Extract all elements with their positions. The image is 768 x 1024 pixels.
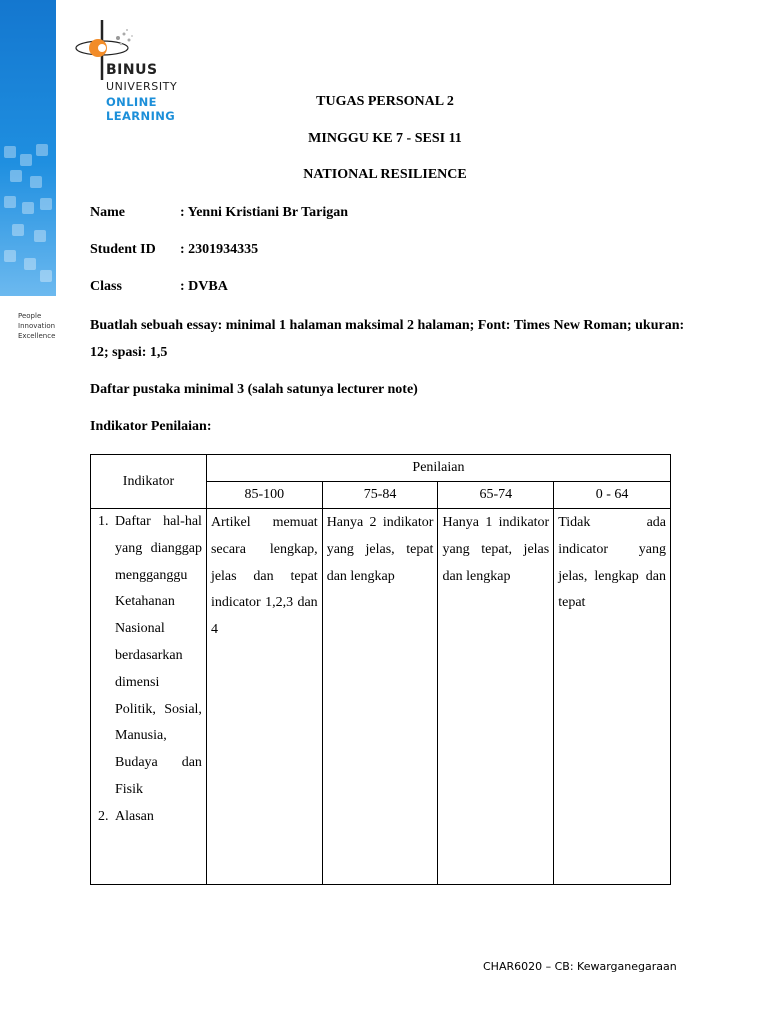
course-footer: CHAR6020 – CB: Kewarganegaraan: [483, 960, 677, 973]
essay-instruction: Buatlah sebuah essay: minimal 1 halaman maksimal 2 halaman; Font: Times New Roman; ukuran: 12; spasi: 1,5: [90, 318, 685, 360]
sidebar-mosaic: [0, 140, 56, 296]
student-id-label: Student ID: [90, 242, 156, 257]
list-item: [95, 509, 202, 804]
topic-title: NATIONAL RESILIENCE: [303, 167, 467, 182]
indicator-column-header: Indikator: [91, 455, 207, 509]
description-text: Hanya 2 indikator yang jelas, tepat dan lengkap: [326, 515, 434, 584]
brand-sidebar: [0, 0, 56, 296]
logo-online: ONLINE: [106, 95, 157, 109]
tagline-line: People: [18, 312, 42, 320]
description-cell: [554, 509, 671, 885]
range-header: 65-74: [438, 482, 554, 509]
indicators-heading: Indikator Penilaian:: [90, 419, 212, 434]
scoring-column-header: Penilaian: [206, 455, 670, 482]
indicator-list: [95, 509, 202, 831]
session-title: MINGGU KE 7 - SESI 11: [308, 131, 462, 146]
references-instruction: Daftar pustaka minimal 3 (salah satunya lecturer note): [90, 382, 418, 397]
logo-university: UNIVERSITY: [106, 80, 178, 93]
tagline-line: Innovation: [18, 322, 56, 330]
list-number: 2.: [98, 808, 109, 824]
student-id-value: : 2301934335: [180, 242, 259, 257]
indicator-text: Daftar hal-hal yang dianggap mengganggu Ketahanan Nasional berdasarkan dimensi Politik, Sosial, Manusia, Budaya dan Fisik: [115, 514, 202, 797]
rubric-table: [90, 454, 671, 885]
description-text: Hanya 1 indikator yang tepat, jelas dan lengkap: [442, 515, 550, 584]
table-header-row: [91, 455, 671, 482]
range-header: 75-84: [322, 482, 438, 509]
name-label: Name: [90, 205, 125, 220]
document-title: TUGAS PERSONAL 2: [316, 94, 454, 109]
description-cell: [322, 509, 438, 885]
class-field: [90, 279, 228, 295]
description-text: Tidak ada indicator yang jelas, lengkap dan tepat: [558, 515, 666, 611]
tagline: [18, 311, 78, 341]
indicator-text: Alasan: [115, 808, 154, 824]
name-value: : Yenni Kristiani Br Tarigan: [180, 205, 349, 220]
class-label: Class: [90, 279, 122, 294]
class-value: : DVBA: [180, 279, 228, 294]
name-field: [90, 205, 348, 221]
logo-brand: BINUS: [106, 62, 158, 78]
indicator-cell: [91, 509, 207, 885]
student-id-field: [90, 242, 258, 258]
range-header: 0 - 64: [554, 482, 671, 509]
description-cell: [438, 509, 554, 885]
description-text: Artikel memuat secara lengkap, jelas dan tepat indicator 1,2,3 dan 4: [210, 515, 318, 638]
list-number: 1.: [98, 514, 109, 529]
description-cell: [206, 509, 322, 885]
range-header: 85-100: [206, 482, 322, 509]
tagline-line: Excellence: [18, 332, 56, 340]
list-item: [95, 804, 202, 831]
table-row: [91, 509, 671, 885]
logo-learning: LEARNING: [106, 109, 176, 123]
